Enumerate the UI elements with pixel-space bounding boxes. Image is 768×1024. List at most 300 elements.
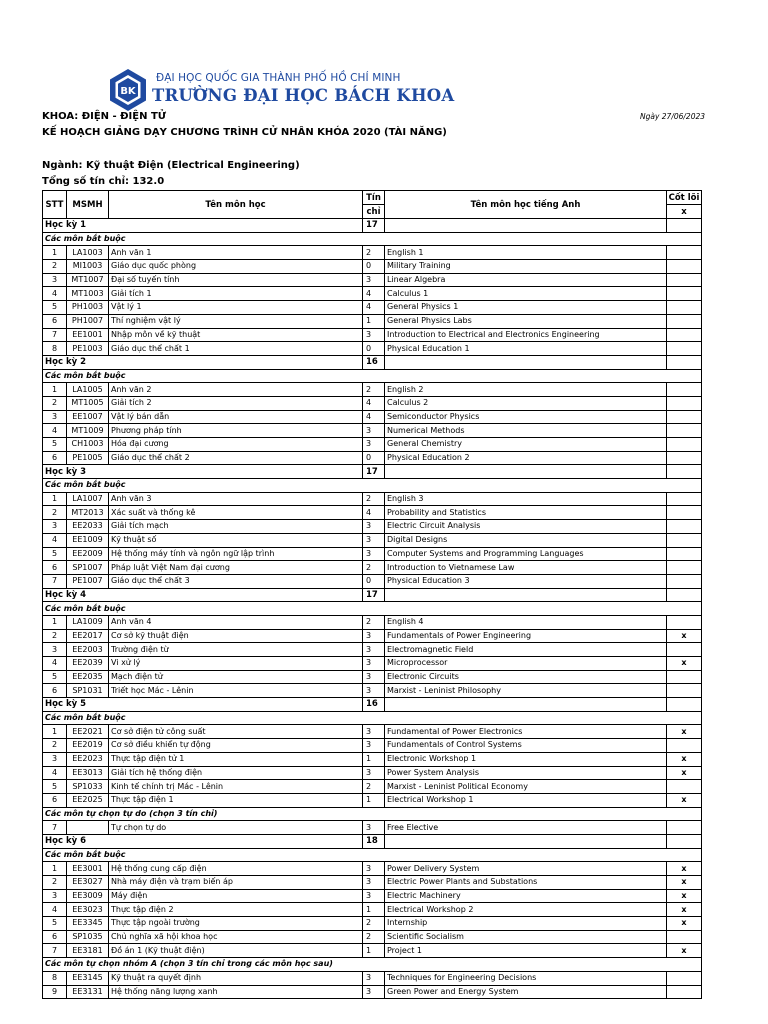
course-name-vi: Trường điện từ [109,643,363,657]
course-name-vi: Giải tích 2 [109,396,363,410]
course-core-mark [667,438,702,452]
course-code: EE2009 [67,547,109,561]
course-name-en: Military Training [385,260,667,274]
course-name-en: Electric Power Plants and Substations [385,876,667,890]
header-code: MSMH [67,191,109,219]
course-core-mark: x [667,917,702,931]
course-group-label: Các môn bắt buộc [43,369,702,383]
course-code: SP1031 [67,684,109,698]
course-row [43,889,702,903]
course-stt: 3 [43,643,67,657]
course-stt: 5 [43,547,67,561]
course-code: EE3009 [67,889,109,903]
header-core-line2: x [667,205,702,219]
course-group-row [43,602,702,616]
course-row [43,670,702,684]
course-name-vi: Mạch điện tử [109,670,363,684]
course-stt: 7 [43,944,67,958]
header-credits-line1: Tín [363,191,385,205]
course-name-en: General Physics 1 [385,301,667,315]
course-row [43,930,702,944]
course-name-vi: Hệ thống năng lượng xanh [109,985,363,999]
course-core-mark [667,821,702,835]
course-credits: 1 [363,903,385,917]
course-core-mark: x [667,903,702,917]
course-name-vi: Thí nghiệm vật lý [109,314,363,328]
course-row [43,752,702,766]
university-parent-name: ĐẠI HỌC QUỐC GIA THÀNH PHỐ HỒ CHÍ MINH [156,72,401,84]
course-code: PE1007 [67,574,109,588]
course-credits: 2 [363,561,385,575]
course-name-vi: Giáo dục thể chất 1 [109,342,363,356]
course-name-en: Linear Algebra [385,273,667,287]
course-code: EE2021 [67,725,109,739]
course-stt: 6 [43,561,67,575]
empty-cell [385,355,667,369]
semester-label: Học kỳ 5 [43,698,363,712]
semester-row [43,834,702,848]
course-name-vi: Anh văn 1 [109,246,363,260]
course-core-mark [667,260,702,274]
course-name-vi: Xác suất và thống kê [109,506,363,520]
course-code: EE2003 [67,643,109,657]
course-credits: 3 [363,862,385,876]
empty-cell [385,465,667,479]
course-code: LA1003 [67,246,109,260]
course-core-mark: x [667,752,702,766]
course-name-en: Electric Machinery [385,889,667,903]
course-name-vi: Kinh tế chính trị Mác - Lênin [109,780,363,794]
course-credits: 3 [363,876,385,890]
course-name-vi: Giáo dục quốc phòng [109,260,363,274]
course-code: EE3013 [67,766,109,780]
course-stt: 1 [43,862,67,876]
course-group-label: Các môn tự chọn tự do (chọn 3 tín chỉ) [43,807,702,821]
course-code: EE2025 [67,793,109,807]
course-stt: 6 [43,793,67,807]
course-credits: 3 [363,821,385,835]
course-name-en: Physical Education 2 [385,451,667,465]
course-code: EE2023 [67,752,109,766]
table-header [43,191,702,219]
course-name-en: Electrical Workshop 2 [385,903,667,917]
course-name-vi: Cơ sở điện tử công suất [109,725,363,739]
course-name-vi: Phương pháp tính [109,424,363,438]
course-stt: 2 [43,739,67,753]
course-credits: 1 [363,314,385,328]
course-name-en: General Chemistry [385,438,667,452]
course-row [43,725,702,739]
course-name-vi: Giáo dục thể chất 2 [109,451,363,465]
course-stt: 5 [43,917,67,931]
course-core-mark [667,561,702,575]
course-name-en: Free Elective [385,821,667,835]
course-row [43,917,702,931]
major-label: Ngành: Kỹ thuật Điện (Electrical Engineering) [42,160,300,171]
course-core-mark [667,424,702,438]
course-name-en: English 3 [385,492,667,506]
course-credits: 3 [363,629,385,643]
course-name-vi: Vi xử lý [109,657,363,671]
semester-credits: 17 [363,588,385,602]
table-body [43,219,702,999]
course-code: EE3345 [67,917,109,931]
course-credits: 4 [363,396,385,410]
course-credits: 1 [363,944,385,958]
course-name-en: Electric Circuit Analysis [385,520,667,534]
course-stt: 2 [43,260,67,274]
course-row [43,903,702,917]
course-core-mark [667,971,702,985]
course-code: EE2017 [67,629,109,643]
course-group-row [43,479,702,493]
course-code: LA1005 [67,383,109,397]
course-stt: 7 [43,328,67,342]
course-stt: 6 [43,930,67,944]
course-code: EE1007 [67,410,109,424]
course-core-mark [667,451,702,465]
course-core-mark [667,985,702,999]
course-code: EE3023 [67,903,109,917]
course-code: EE2035 [67,670,109,684]
course-core-mark [667,314,702,328]
course-core-mark: x [667,889,702,903]
course-name-en: Microprocessor [385,657,667,671]
course-name-en: Calculus 2 [385,396,667,410]
university-name: TRƯỜNG ĐẠI HỌC BÁCH KHOA [152,86,455,105]
empty-cell [667,698,702,712]
course-row [43,862,702,876]
course-core-mark [667,246,702,260]
course-name-en: Green Power and Energy System [385,985,667,999]
course-row [43,547,702,561]
course-stt: 4 [43,533,67,547]
course-core-mark: x [667,766,702,780]
course-name-vi: Hóa đại cương [109,438,363,452]
course-group-label: Các môn bắt buộc [43,848,702,862]
course-name-en: Probability and Statistics [385,506,667,520]
empty-cell [667,588,702,602]
course-row [43,246,702,260]
course-code: LA1009 [67,615,109,629]
course-name-en: Electrical Workshop 1 [385,793,667,807]
course-row [43,492,702,506]
empty-cell [385,698,667,712]
course-name-en: Internship [385,917,667,931]
course-name-vi: Hệ thống cung cấp điện [109,862,363,876]
semester-credits: 17 [363,465,385,479]
course-row [43,821,702,835]
course-core-mark [667,506,702,520]
course-row [43,314,702,328]
course-credits: 4 [363,287,385,301]
course-stt: 4 [43,287,67,301]
course-credits: 4 [363,410,385,424]
course-stt: 5 [43,670,67,684]
course-code: PE1003 [67,342,109,356]
course-name-en: Marxist - Leninist Philosophy [385,684,667,698]
semester-label: Học kỳ 3 [43,465,363,479]
course-credits: 3 [363,328,385,342]
course-code: SP1033 [67,780,109,794]
course-core-mark [667,615,702,629]
course-code: EE1009 [67,533,109,547]
course-group-label: Các môn bắt buộc [43,711,702,725]
course-credits: 2 [363,930,385,944]
course-credits: 3 [363,643,385,657]
course-group-row [43,711,702,725]
course-name-en: Fundamentals of Power Engineering [385,629,667,643]
course-name-vi: Pháp luật Việt Nam đại cương [109,561,363,575]
course-group-label: Các môn tự chọn nhóm A (chọn 3 tín chỉ trong các môn học sau) [43,958,702,972]
semester-credits: 16 [363,698,385,712]
course-name-vi: Chủ nghĩa xã hội khoa học [109,930,363,944]
course-row [43,342,702,356]
course-row [43,876,702,890]
course-row [43,780,702,794]
course-core-mark: x [667,944,702,958]
course-credits: 0 [363,260,385,274]
course-name-en: Electronic Workshop 1 [385,752,667,766]
course-name-en: Electromagnetic Field [385,643,667,657]
course-stt: 2 [43,506,67,520]
course-name-en: Scientific Socialism [385,930,667,944]
course-name-vi: Triết học Mác - Lênin [109,684,363,698]
course-row [43,971,702,985]
course-code: MI1003 [67,260,109,274]
course-credits: 2 [363,780,385,794]
semester-row [43,588,702,602]
semester-label: Học kỳ 4 [43,588,363,602]
course-credits: 2 [363,917,385,931]
course-row [43,396,702,410]
course-core-mark [667,328,702,342]
course-core-mark [667,301,702,315]
course-group-row [43,958,702,972]
course-row [43,410,702,424]
course-core-mark: x [667,629,702,643]
course-stt: 1 [43,615,67,629]
course-name-en: Electronic Circuits [385,670,667,684]
course-name-vi: Cơ sở kỹ thuật điện [109,629,363,643]
course-credits: 2 [363,246,385,260]
course-core-mark [667,273,702,287]
empty-cell [667,355,702,369]
course-row [43,438,702,452]
course-row [43,260,702,274]
course-name-en: Project 1 [385,944,667,958]
course-code: PE1005 [67,451,109,465]
course-stt: 6 [43,451,67,465]
course-code: EE2033 [67,520,109,534]
course-code: EE3145 [67,971,109,985]
course-stt: 3 [43,889,67,903]
course-stt: 6 [43,684,67,698]
course-credits: 3 [363,739,385,753]
course-name-vi: Thực tập ngoài trường [109,917,363,931]
course-name-en: English 2 [385,383,667,397]
course-row [43,383,702,397]
course-credits: 0 [363,574,385,588]
course-group-label: Các môn bắt buộc [43,602,702,616]
course-group-row [43,369,702,383]
course-name-vi: Máy điện [109,889,363,903]
course-row [43,451,702,465]
course-code: MT1003 [67,287,109,301]
empty-cell [667,219,702,233]
course-core-mark: x [667,657,702,671]
course-name-en: Power System Analysis [385,766,667,780]
course-row [43,561,702,575]
course-name-en: Semiconductor Physics [385,410,667,424]
course-credits: 1 [363,752,385,766]
course-credits: 3 [363,533,385,547]
course-code: SP1035 [67,930,109,944]
header-stt: STT [43,191,67,219]
course-stt: 3 [43,752,67,766]
course-core-mark: x [667,793,702,807]
course-row [43,287,702,301]
semester-row [43,698,702,712]
course-name-vi: Thực tập điện 1 [109,793,363,807]
course-code: CH1003 [67,438,109,452]
plan-title: KẾ HOẠCH GIẢNG DẠY CHƯƠNG TRÌNH CỬ NHÂN KHÓA 2020 (TÀI NĂNG) [42,127,447,138]
total-credits: Tổng số tín chỉ: 132.0 [42,176,165,187]
semester-label: Học kỳ 2 [43,355,363,369]
course-name-vi: Giải tích hệ thống điện [109,766,363,780]
course-stt: 7 [43,574,67,588]
course-name-en: Calculus 1 [385,287,667,301]
course-row [43,574,702,588]
course-core-mark [667,396,702,410]
course-row [43,944,702,958]
course-credits: 4 [363,506,385,520]
course-code: EE2019 [67,739,109,753]
course-code: MT1009 [67,424,109,438]
course-row [43,301,702,315]
course-name-vi: Kỹ thuật ra quyết định [109,971,363,985]
course-name-vi: Đại số tuyến tính [109,273,363,287]
header-credits-line2: chỉ [363,205,385,219]
course-core-mark [667,520,702,534]
course-credits: 0 [363,451,385,465]
course-row [43,793,702,807]
semester-credits: 16 [363,355,385,369]
course-stt: 1 [43,383,67,397]
course-name-vi: Cơ sở điều khiển tự động [109,739,363,753]
course-name-vi: Giáo dục thể chất 3 [109,574,363,588]
course-code: LA1007 [67,492,109,506]
course-stt: 3 [43,410,67,424]
course-code: MT1005 [67,396,109,410]
course-row [43,657,702,671]
course-credits: 1 [363,793,385,807]
course-name-en: Physical Education 3 [385,574,667,588]
university-logo [106,68,150,112]
course-core-mark [667,574,702,588]
course-credits: 3 [363,971,385,985]
empty-cell [667,834,702,848]
course-code: PH1007 [67,314,109,328]
semester-label: Học kỳ 1 [43,219,363,233]
course-stt: 8 [43,342,67,356]
course-row [43,273,702,287]
course-name-vi: Vật lý 1 [109,301,363,315]
course-credits: 3 [363,670,385,684]
course-name-en: English 4 [385,615,667,629]
course-credits: 3 [363,725,385,739]
course-core-mark [667,780,702,794]
course-stt: 4 [43,657,67,671]
course-name-en: Computer Systems and Programming Languages [385,547,667,561]
header-name-vi: Tên môn học [109,191,363,219]
course-credits: 3 [363,273,385,287]
course-core-mark [667,739,702,753]
course-credits: 3 [363,657,385,671]
header-core-line1: Cốt lõi [667,191,702,205]
empty-cell [385,834,667,848]
course-code: MT1007 [67,273,109,287]
semester-credits: 18 [363,834,385,848]
course-core-mark [667,533,702,547]
course-stt: 7 [43,821,67,835]
course-name-vi: Giải tích 1 [109,287,363,301]
course-name-en: Fundamentals of Control Systems [385,739,667,753]
course-name-vi: Giải tích mạch [109,520,363,534]
course-name-vi: Anh văn 3 [109,492,363,506]
course-core-mark [667,383,702,397]
course-core-mark: x [667,862,702,876]
course-credits: 3 [363,547,385,561]
course-stt: 1 [43,725,67,739]
course-code: MT2013 [67,506,109,520]
course-credits: 2 [363,383,385,397]
course-name-vi: Kỹ thuật số [109,533,363,547]
course-name-vi: Thực tập điện tử 1 [109,752,363,766]
course-stt: 2 [43,396,67,410]
empty-cell [385,588,667,602]
course-group-row [43,232,702,246]
course-credits: 0 [363,342,385,356]
course-name-en: Power Delivery System [385,862,667,876]
course-stt: 2 [43,876,67,890]
course-name-en: Digital Designs [385,533,667,547]
course-code: EE3001 [67,862,109,876]
course-core-mark: x [667,725,702,739]
course-code: EE3131 [67,985,109,999]
course-name-en: Techniques for Engineering Decisions [385,971,667,985]
course-core-mark [667,547,702,561]
course-credits: 2 [363,615,385,629]
course-code: EE1001 [67,328,109,342]
course-stt: 2 [43,629,67,643]
curriculum-table [42,190,702,999]
course-code: SP1007 [67,561,109,575]
course-stt: 4 [43,424,67,438]
course-row [43,533,702,547]
course-credits: 3 [363,684,385,698]
course-name-vi: Đồ án 1 (Kỹ thuật điện) [109,944,363,958]
course-credits: 3 [363,889,385,903]
course-group-row [43,807,702,821]
course-name-en: Numerical Methods [385,424,667,438]
semester-label: Học kỳ 6 [43,834,363,848]
course-credits: 4 [363,301,385,315]
course-group-label: Các môn bắt buộc [43,479,702,493]
course-credits: 3 [363,766,385,780]
course-core-mark [667,684,702,698]
header-name-en: Tên môn học tiếng Anh [385,191,667,219]
